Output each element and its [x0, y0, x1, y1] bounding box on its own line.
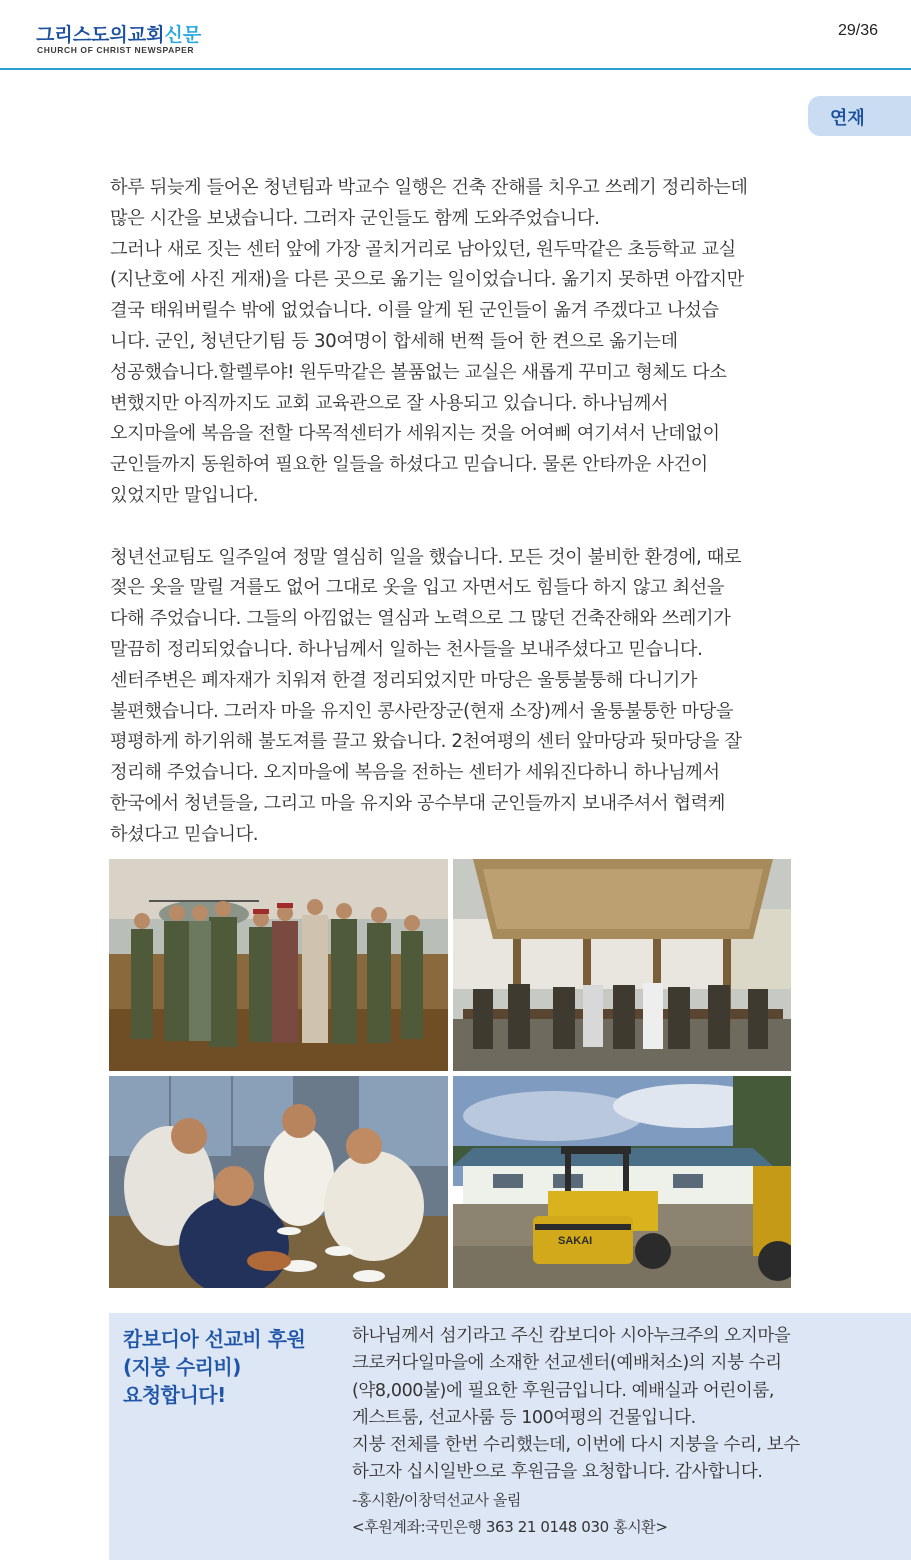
text-line: 센터주변은 폐자재가 치워져 한결 정리되었지만 마당은 울퉁불퉁해 다니기가 [110, 669, 698, 691]
text-line: 있었지만 말입니다. [110, 484, 259, 506]
notice-line: (약8,000불)에 필요한 후원금입니다. 예배실과 어린이룸, [352, 1380, 775, 1401]
text-line: 평평하게 하기위해 불도져를 끌고 왔습니다. 2천여평의 센터 앞마당과 뒷마당을 잘 [110, 731, 742, 753]
logo-english-text: CHURCH OF CHRIST NEWSPAPER [37, 45, 195, 55]
text-line: 하루 뒤늦게 들어온 청년팀과 박교수 일행은 건축 잔해를 치우고 쓰레기 정리하는데 [110, 177, 748, 198]
page-number: 29/36 [837, 22, 878, 39]
notice-body [352, 1323, 902, 1541]
text-line: 성공했습니다.할렐루야! 원두막같은 볼품없는 교실은 새롭게 꾸미고 형체도 다소 [110, 361, 727, 383]
text-line: 오지마을에 복음을 전할 다목적센터가 세워지는 것을 어여삐 여기셔서 난데없이 [110, 423, 720, 445]
notice-line: 크로커다일마을에 소재한 선교센터(예배처소)의 지붕 수리 [352, 1353, 782, 1374]
notice-title-line: (지붕 수리비) [123, 1355, 241, 1379]
text-line: 말끔히 정리되었습니다. 하나님께서 일하는 천사들을 보내주셨다고 믿습니다. [110, 638, 703, 660]
section-tab-label: 연재 [830, 108, 865, 129]
article-paragraph-2 [110, 543, 810, 851]
photo-shared-meal [109, 1076, 448, 1288]
notice-bank-account: <후원계좌:국민은행 363 21 0148 030 홍시환> [352, 1517, 668, 1536]
text-line: 젖은 옷을 말릴 겨를도 없어 그대로 옷을 입고 자면서도 힘들다 하지 않고 최선을 [110, 577, 724, 599]
text-line: 군인들까지 동원하여 필요한 일들을 하셨다고 믿습니다. 물론 안타까운 사건이 [110, 454, 708, 476]
text-line: 정리해 주었습니다. 오지마을에 복음을 전하는 센터가 세워진다하니 하나님께서 [110, 762, 720, 784]
page-header [0, 0, 911, 70]
text-line: (지난호에 사진 게재)을 다른 곳으로 옮기는 일이었습니다. 옮기지 못하면 아깝지만 [110, 269, 744, 291]
roller-brand-text: SAKAI [558, 1235, 593, 1247]
text-line: 청년선교팀도 일주일여 정말 열심히 일을 했습니다. 모든 것이 불비한 환경에, 때로 [110, 546, 742, 568]
newspaper-logo [36, 20, 201, 47]
article-paragraph-1 [110, 173, 810, 512]
text-line: 많은 시간을 보냈습니다. 그러자 군인들도 함께 도와주었습니다. [110, 207, 600, 229]
paragraph-gap [110, 512, 810, 543]
notice-line: 하나님께서 섬기라고 주신 캄보디아 시아누크주의 오지마을 [352, 1326, 791, 1346]
article-body [110, 173, 810, 851]
text-line: 결국 태워버릴수 밖에 없었습니다. 이를 알게 된 군인들이 옮겨 주겠다고 나섰습 [110, 300, 719, 322]
text-line: 불편했습니다. 그러자 마을 유지인 콩사란장군(현재 소장)께서 울퉁불퉁한 마당을 [110, 700, 734, 722]
donation-notice-box [109, 1313, 911, 1560]
text-line: 그러나 새로 짓는 센터 앞에 가장 골치거리로 남아있던, 원두막같은 초등학교 교실 [110, 238, 736, 260]
text-line: 한국에서 청년들을, 그리고 마을 유지와 공수부대 군인들까지 보내주셔서 협력케 [110, 792, 726, 814]
text-line: 변했지만 아직까지도 교회 교육관으로 잘 사용되고 있습니다. 하나님께서 [110, 392, 669, 414]
photo-soldiers-group [109, 859, 448, 1071]
notice-line: 게스트룸, 선교사룸 등 100여평의 건물입니다. [352, 1407, 696, 1428]
notice-signature: -홍시환/이창덕선교사 올림 [352, 1490, 522, 1509]
notice-line: 하고자 십시일반으로 후원금을 요청합니다. 감사합니다. [352, 1462, 763, 1483]
text-line: 니다. 군인, 청년단기팀 등 30여명이 합세해 번쩍 들어 한 켠으로 옮기는데 [110, 330, 678, 352]
notice-title-line: 캄보디아 선교비 후원 [123, 1327, 306, 1351]
notice-title-line: 요청합니다! [123, 1383, 226, 1407]
text-line: 하셨다고 믿습니다. [110, 823, 259, 845]
section-tab [808, 96, 911, 136]
notice-line: 지붕 전체를 한번 수리했는데, 이번에 다시 지붕을 수리, 보수 [352, 1435, 800, 1456]
photo-road-roller [453, 1076, 791, 1288]
logo-accent-text: 신문 [164, 24, 202, 46]
notice-title [123, 1325, 338, 1409]
logo-main-text: 그리스도의교회 [36, 24, 165, 46]
photo-moving-classroom [453, 859, 791, 1071]
text-line: 다해 주었습니다. 그들의 아낌없는 열심과 노력으로 그 많던 건축잔해와 쓰레기가 [110, 608, 731, 630]
